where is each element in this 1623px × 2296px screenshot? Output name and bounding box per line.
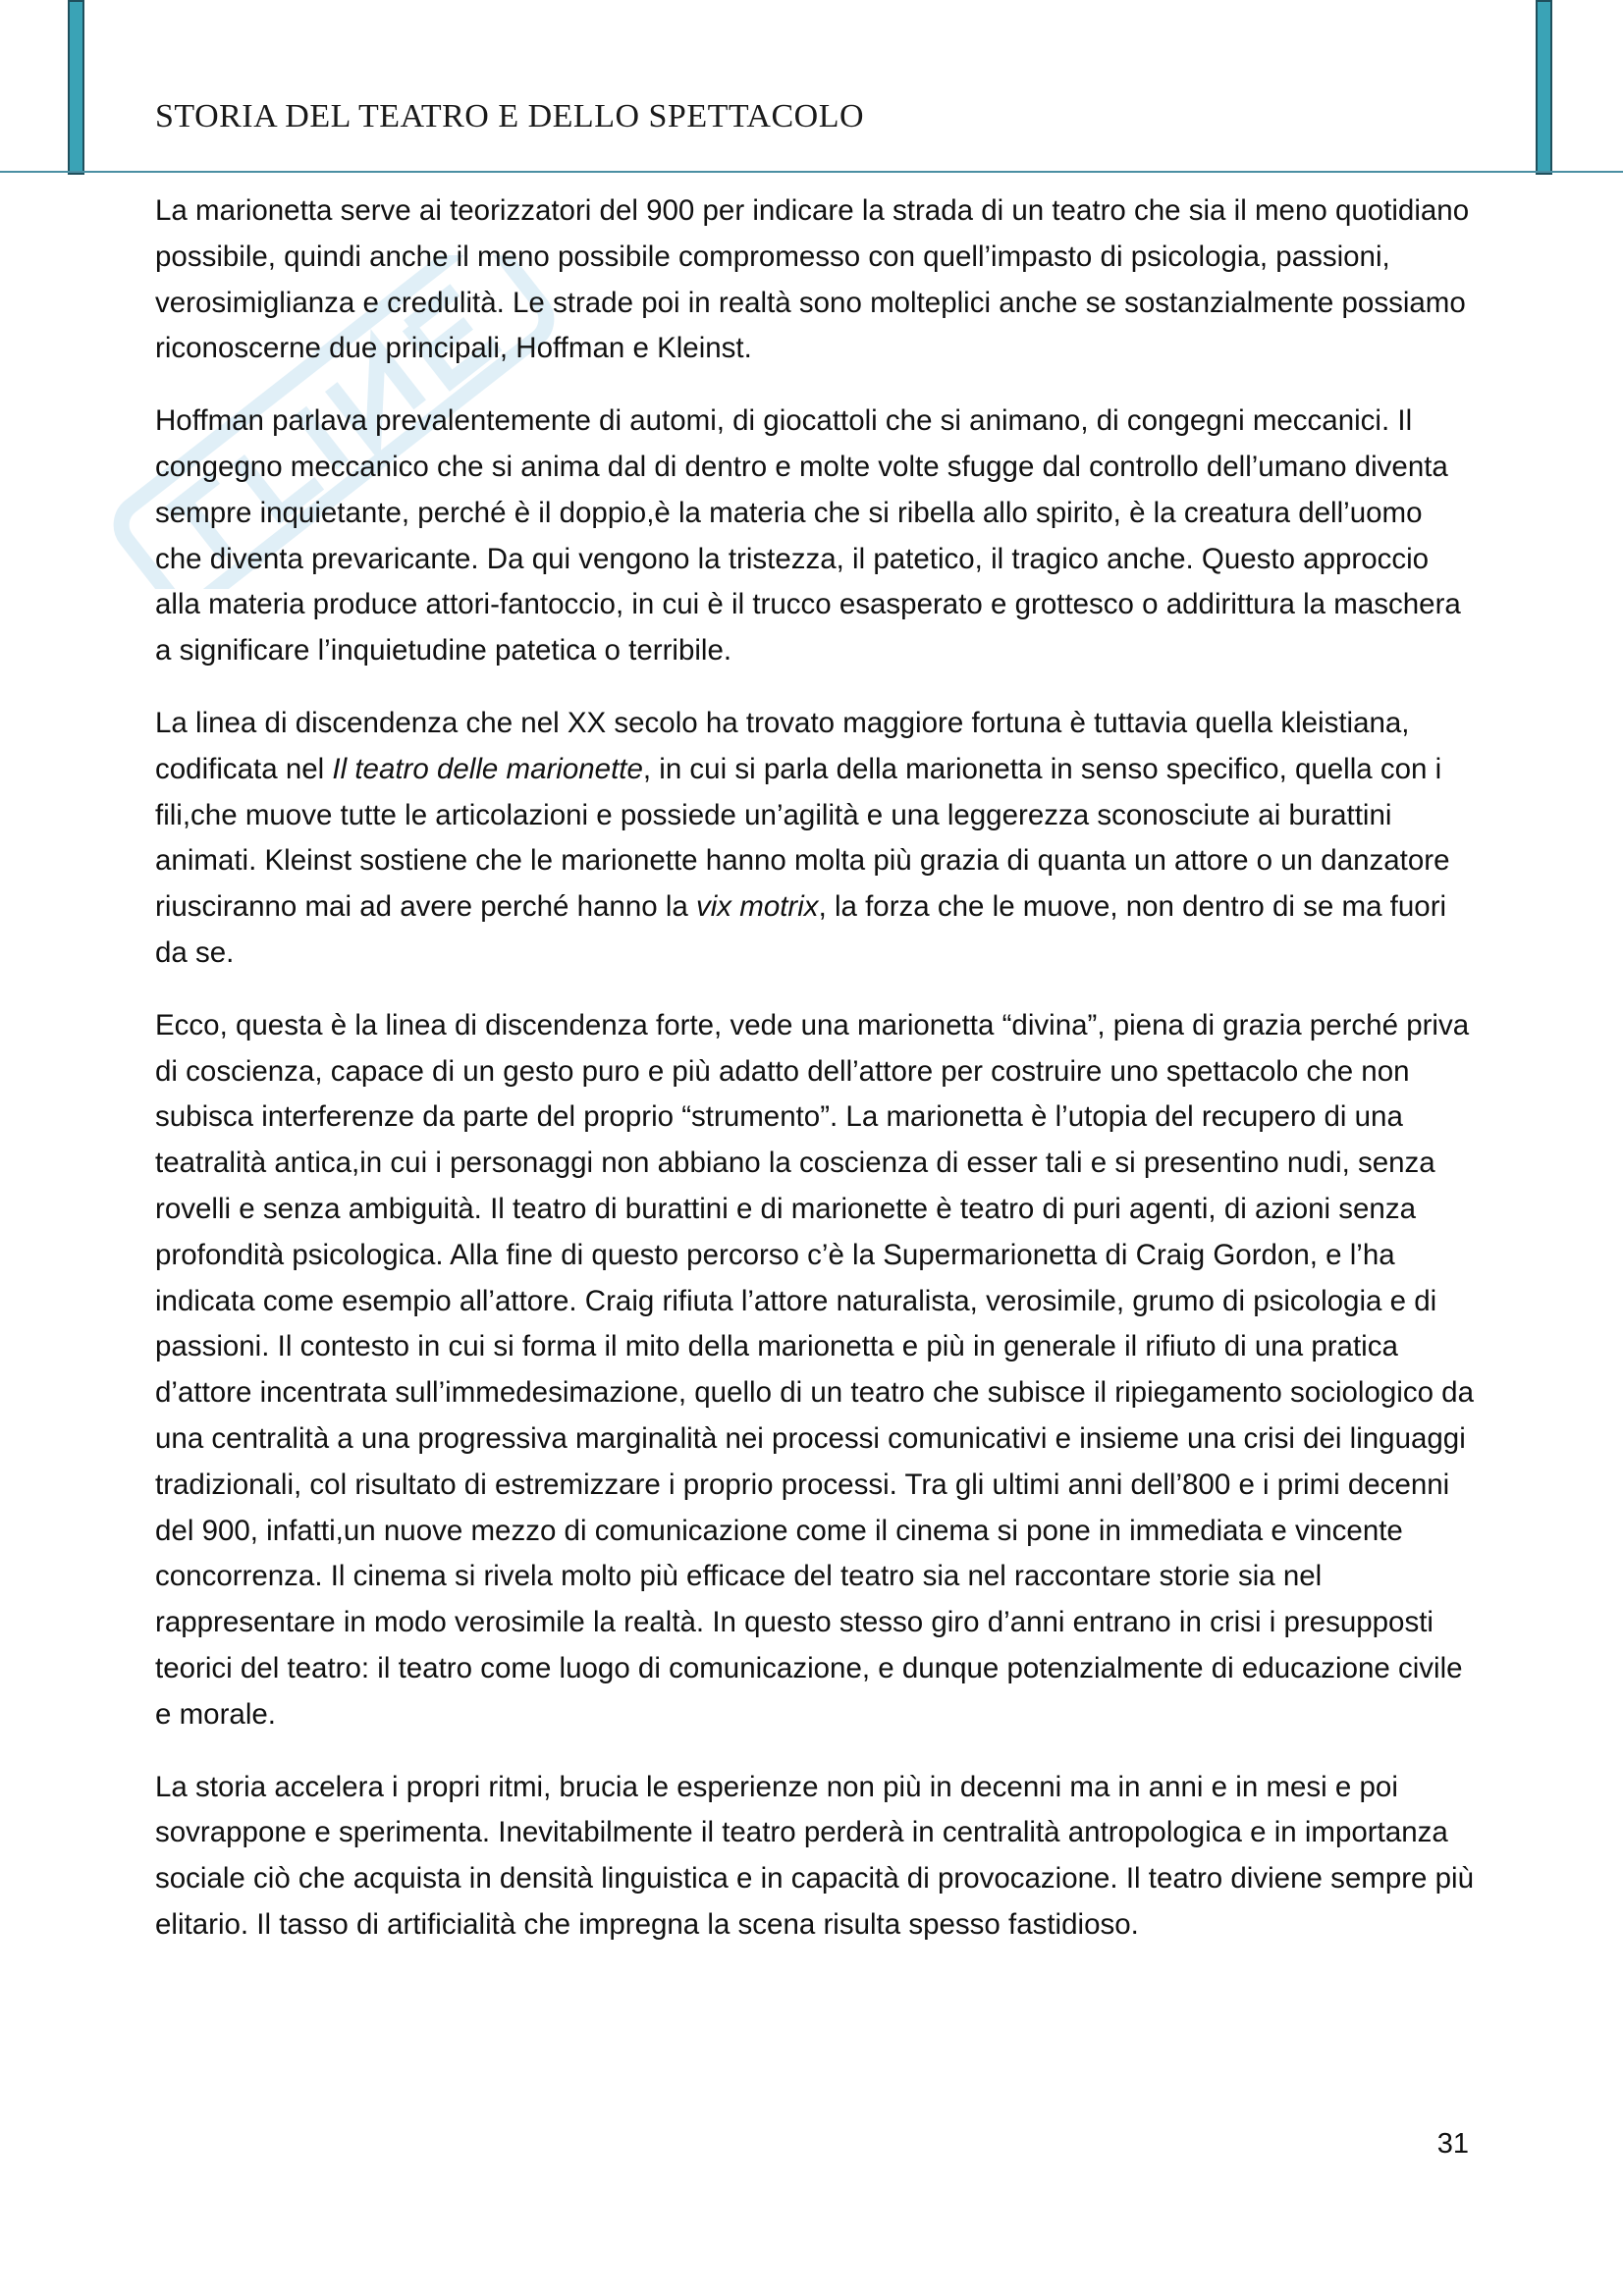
latin-term-italic: vix motrix [696, 890, 819, 924]
header-divider [0, 171, 1623, 173]
book-title-italic: Il teatro delle marionette [332, 752, 643, 785]
paragraph: La marionetta serve ai teorizzatori del 900 per indicare la strada di un teatro che sia il meno quotidiano possibile, quindi anche il meno possibile compromesso con quell’impasto di psicologia, passioni, verosimiglianza e credulità. Le strade poi in realtà sono molteplici anche se sostanzialmente possiamo riconoscerne due principali, Hoffman e Kleinst. [155, 194, 1470, 365]
paragraph-text: , in cui si parla della marionetta in senso specifico, quella con i fili,che muove tutte le articolazioni e possiede un’agilità e una leggerezza sconosciute ai burattini animati. Kleinst sostiene che le marionette hanno molta più grazia di quanta un attore o un danzatore riusciranno mai ad avere perché hanno la [155, 752, 1450, 924]
header-accent-bar-right [1536, 0, 1552, 175]
paragraph: Hoffman parlava prevalentemente di automi, di giocattoli che si animano, di congegni meccanici. Il congegno meccanico che si anima dal di dentro e molte volte sfugge dal controllo dell’umano diventa sempre inquietante, perché è il doppio,è la materia che si ribella allo spirito, è la creatura dell’uomo che diventa prevaricante. Da qui vengono la tristezza, il patetico, il tragico anche. Questo approccio alla materia produce attori-fantoccio, in cui è il trucco esasperato e grottesco o addirittura la maschera a significare l’inquietudine patetica o terribile. [155, 404, 1461, 667]
paragraph-text: La linea di discendenza che nel XX secolo ha trovato maggiore fortuna è tuttavia quella kleistiana, codificata nel [155, 706, 1410, 785]
paragraph: Ecco, questa è la linea di discendenza forte, vede una marionetta “divina”, piena di grazia perché priva di coscienza, capace di un gesto puro e più adatto dell’attore per costruire uno spettacolo che non subisca interferenze da parte del proprio “strumento”. La marionetta è l’utopia del recupero di una teatralità antica,in cui i personaggi non abbiano la coscienza di esser tali e si presentino nudi, senza rovelli e senza ambiguità. Il teatro di burattini e di marionette è teatro di puri agenti, di azioni senza profondità psicologica. Alla fine di questo percorso c’è la Supermarionetta di Craig Gordon, e l’ha indicata come esempio all’attore. Craig rifiuta l’attore naturalista, verosimile, grumo di psicologia e di passioni. Il contesto in cui si forma il mito della marionetta e più in generale il rifiuto di una pratica d’attore incentrata sull’immedesimazione, quello di un teatro che subisce il ripiegamento sociologico da una centralità a una progressiva marginalità nei processi comunicativi e insieme una crisi dei linguaggi tradizionali, col risultato di estremizzare i proprio processi. Tra gli ultimi anni dell’800 e i primi decenni del 900, infatti,un nuove mezzo di comunicazione come il cinema si pone in immediata e vincente concorrenza. Il cinema si rivela molto più efficace del teatro sia nel raccontare storie sia nel rappresentare in modo verosimile la realtà. In questo stesso giro d’anni entrano in crisi i presupposti teorici del teatro: il teatro come luogo di comunicazione, e dunque potenzialmente di educazione civile e morale. [155, 1008, 1474, 1731]
paragraph [155, 701, 1476, 977]
page-number: 31 [1436, 2128, 1469, 2160]
paragraph-text: , la forza che le muove, non dentro di se ma fuori da se. [155, 890, 1447, 969]
page-header-title: STORIA DEL TEATRO E DELLO SPETTACOLO [155, 98, 865, 134]
header-accent-bar-left [68, 0, 84, 175]
paragraph: La storia accelera i propri ritmi, brucia le esperienze non più in decenni ma in anni e in mesi e poi sovrappone e sperimenta. Inevitabilmente il teatro perderà in centralità antropologica e in importanza sociale ciò che acquista in densità linguistica e in capacità di provocazione. Il teatro diviene sempre più elitario. Il tasso di artificialità che impregna la scena risulta spesso fastidioso. [155, 1770, 1475, 1941]
document-body [155, 188, 1476, 1975]
